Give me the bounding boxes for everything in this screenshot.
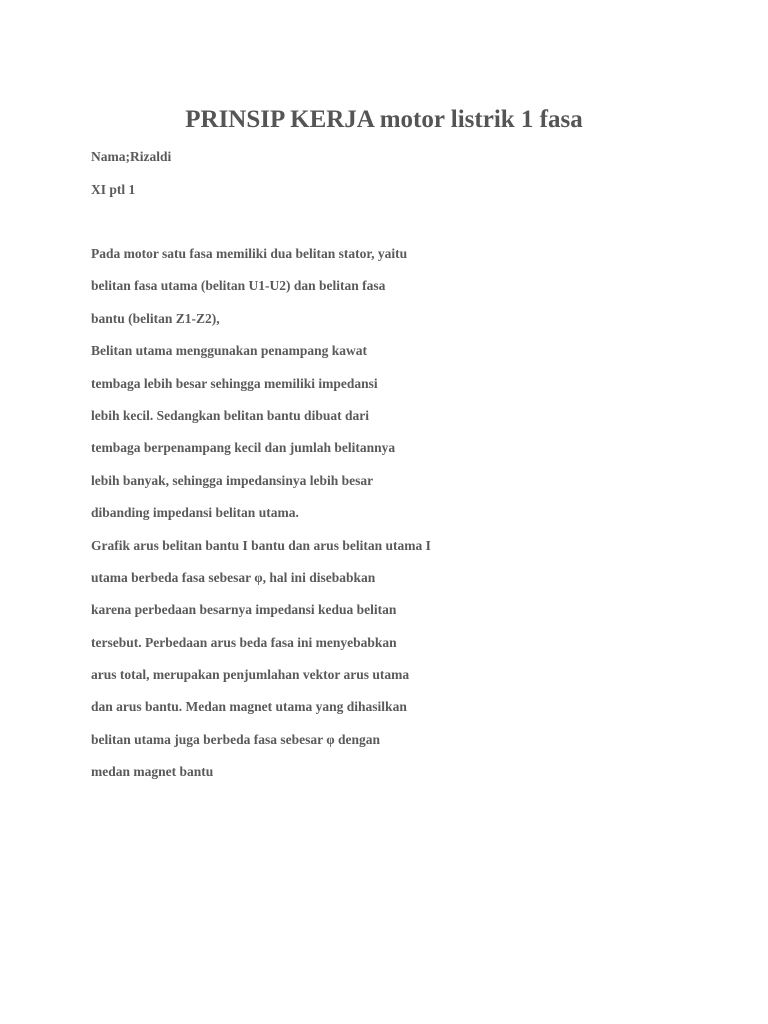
text-line: tembaga berpenampang kecil dan jumlah belitannya: [91, 440, 396, 456]
text-line: belitan utama juga berbeda fasa sebesar φ dengan: [91, 731, 381, 747]
text-line: lebih kecil. Sedangkan belitan bantu dibuat dari: [91, 407, 369, 423]
text-line: bantu (belitan Z1-Z2),: [91, 310, 220, 326]
text-line: utama berbeda fasa sebesar φ, hal ini disebabkan: [91, 569, 376, 585]
class-line: XI ptl 1: [91, 182, 136, 197]
author-name-line: Nama;Rizaldi: [91, 149, 172, 164]
text-line: dan arus bantu. Medan magnet utama yang dihasilkan: [91, 699, 407, 715]
text-line: Grafik arus belitan bantu I bantu dan arus belitan utama I: [91, 537, 431, 553]
body-text: [91, 245, 431, 796]
text-line: Pada motor satu fasa memiliki dua belitan stator, yaitu: [91, 246, 408, 261]
text-line: Belitan utama menggunakan penampang kawat: [91, 343, 368, 359]
document-title: PRINSIP KERJA motor listrik 1 fasa: [185, 106, 583, 133]
text-line: arus total, merupakan penjumlahan vektor arus utama: [91, 667, 410, 683]
text-line: medan magnet bantu: [91, 764, 214, 780]
text-line: tembaga lebih besar sehingga memiliki impedansi: [91, 375, 378, 391]
text-line: dibanding impedansi belitan utama.: [91, 505, 299, 521]
text-line: tersebut. Perbedaan arus beda fasa ini menyebabkan: [91, 634, 397, 650]
text-line: lebih banyak, sehingga impedansinya lebih besar: [91, 472, 374, 488]
text-line: belitan fasa utama (belitan U1-U2) dan belitan fasa: [91, 278, 386, 294]
text-line: karena perbedaan besarnya impedansi kedua belitan: [91, 602, 397, 618]
